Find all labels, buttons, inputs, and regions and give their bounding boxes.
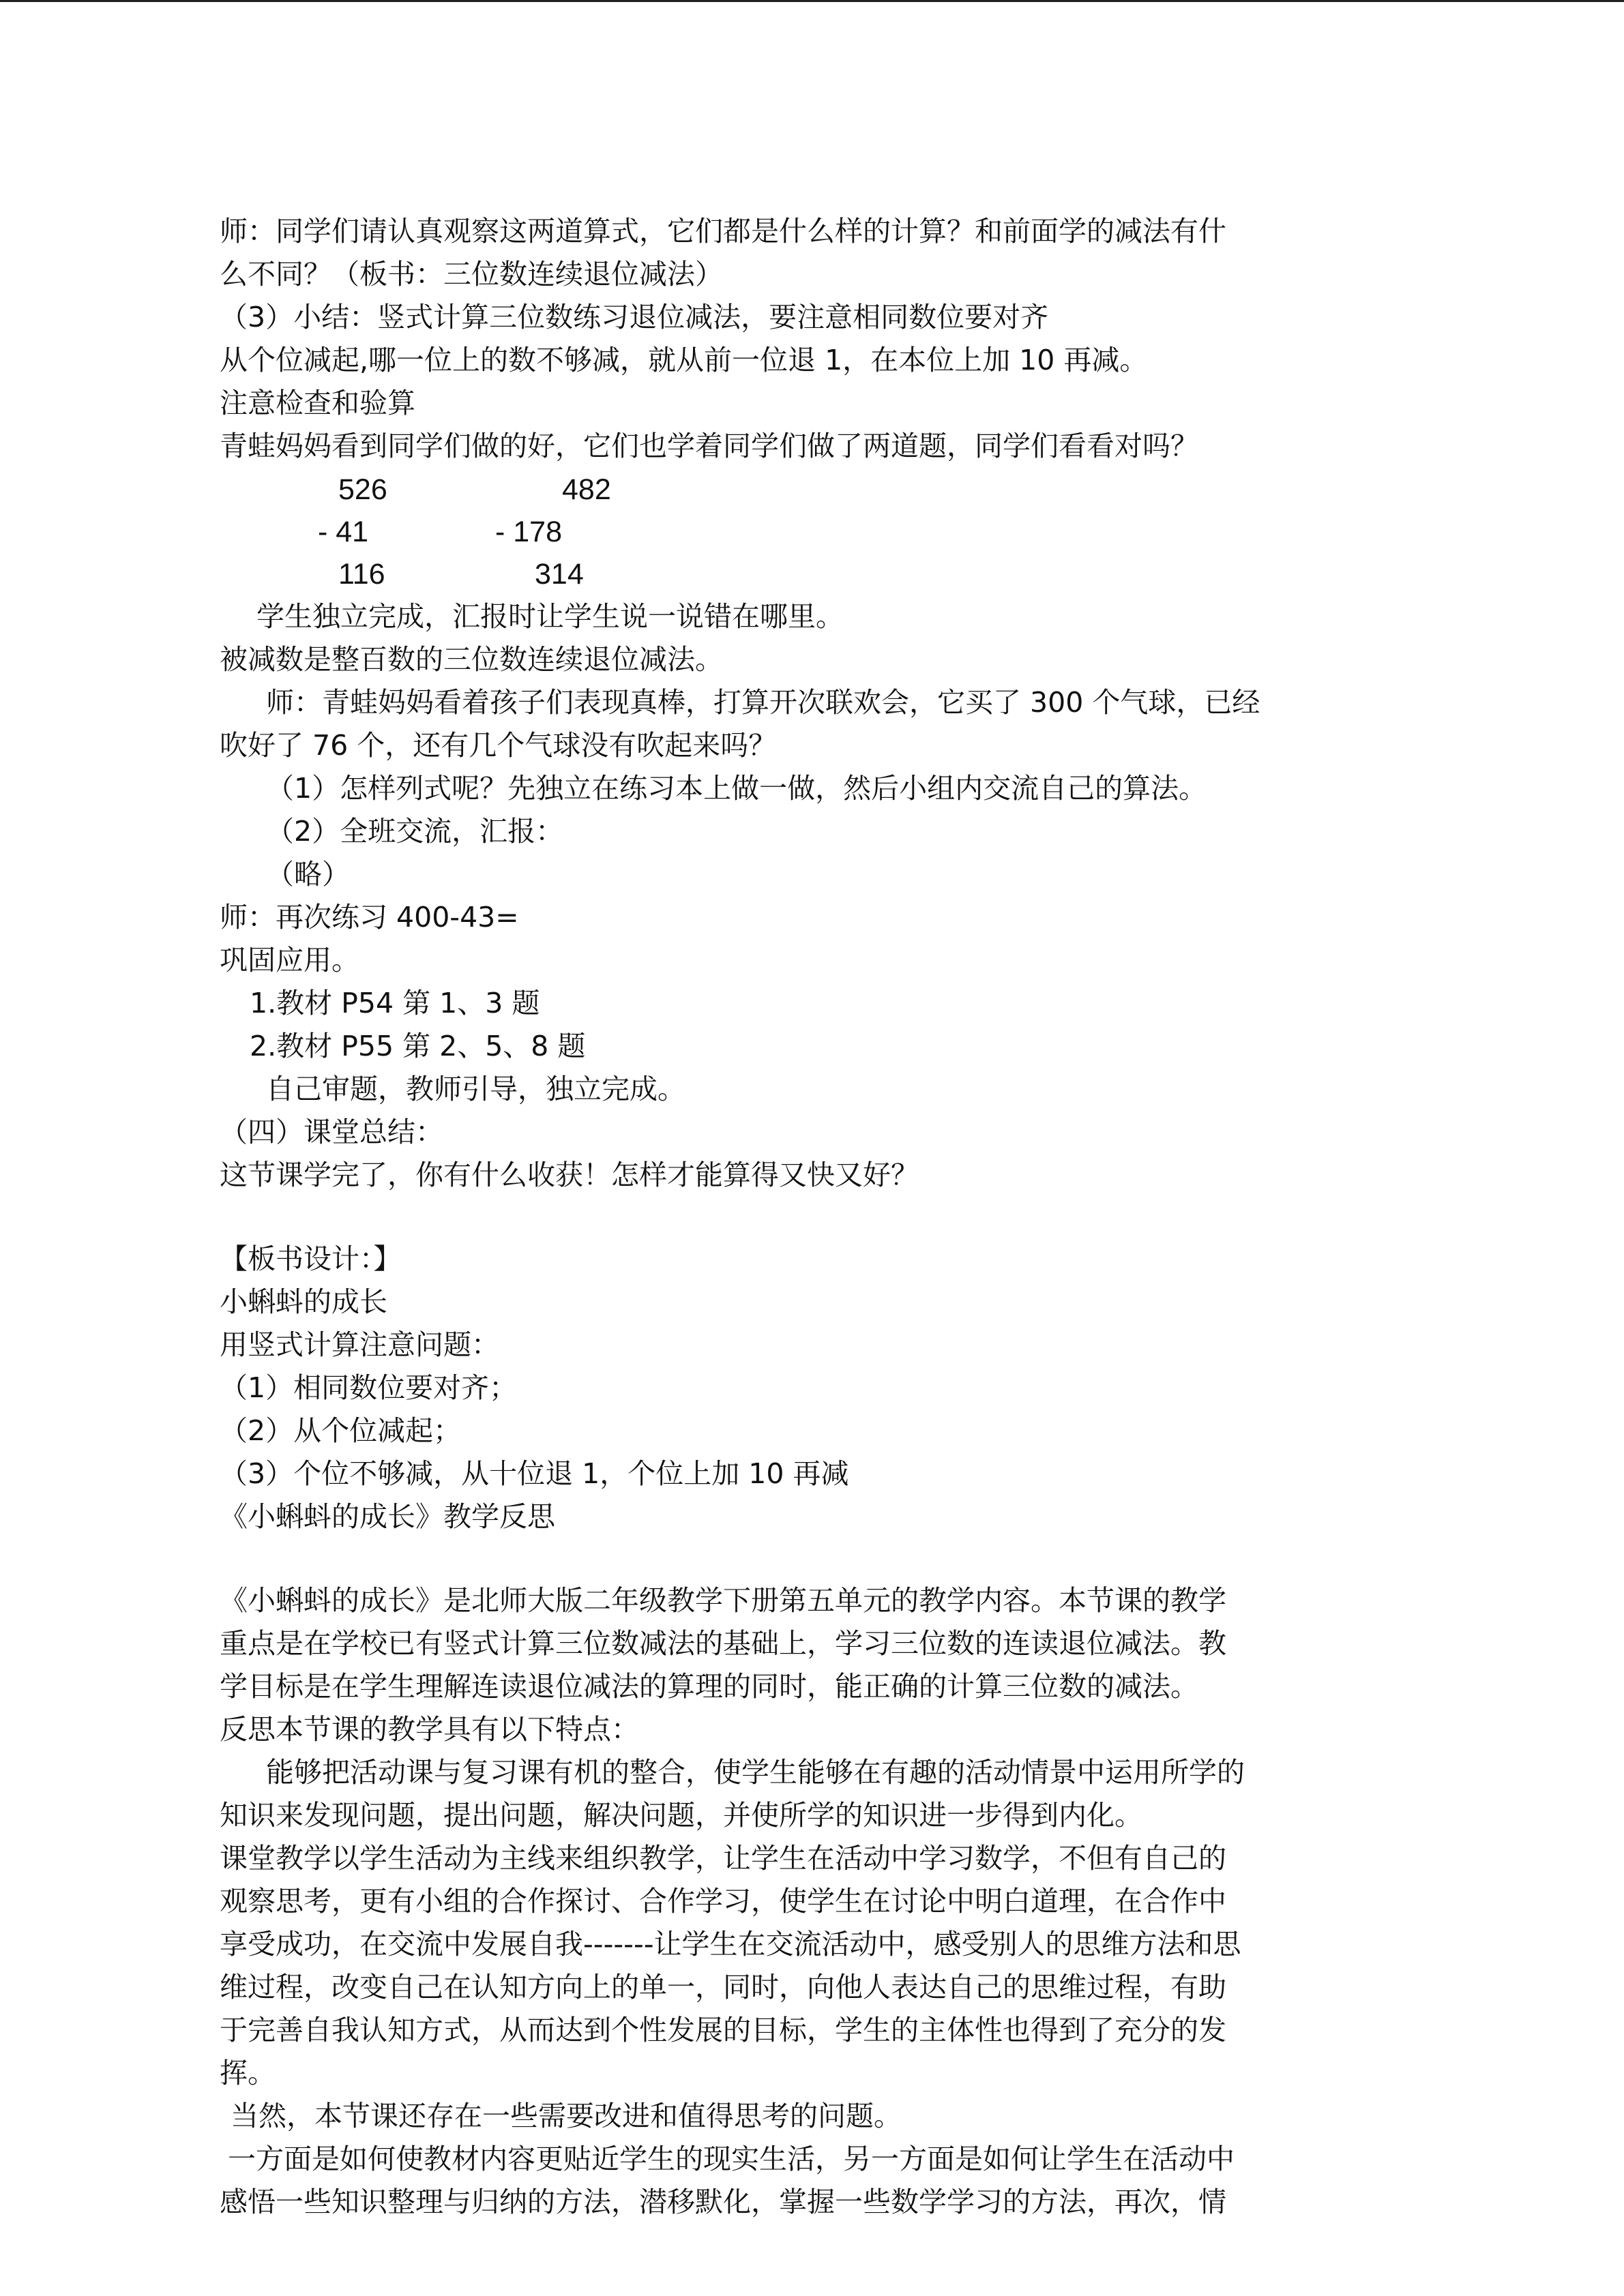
text-line: 《小蝌蚪的成长》是北师大版二年级教学下册第五单元的教学内容。本节课的教学 <box>220 1584 1226 1617</box>
text-line: （1）怎样列式呢？先独立在练习本上做一做，然后小组内交流自己的算法。 <box>266 772 1207 805</box>
page-top-border <box>0 0 1624 2</box>
text-line: 2.教材 P55 第 2、5、8 题 <box>250 1030 586 1062</box>
text-line: 师：再次练习 400-43= <box>220 901 519 934</box>
difference: 116 <box>338 558 385 591</box>
text-line: （3）个位不够减，从十位退 1，个位上加 10 再减 <box>220 1457 849 1490</box>
subtrahend: - 178 <box>495 516 563 548</box>
text-line: 注意检查和验算 <box>220 387 415 419</box>
text-line: （1）相同数位要对齐； <box>220 1371 518 1404</box>
text-line: （四）课堂总结： <box>220 1116 443 1148</box>
text-line: 挥。 <box>220 2057 276 2089</box>
text-line: 维过程，改变自己在认知方向上的单一，同时，向他人表达自己的思维过程，有助 <box>220 1971 1226 2003</box>
text-line: 师：青蛙妈妈看着孩子们表现真棒，打算开次联欢会，它买了 300 个气球，已经 <box>266 686 1260 719</box>
minuend: 526 <box>338 473 387 506</box>
minuend: 482 <box>562 473 611 506</box>
subtrahend: - 41 <box>318 516 369 548</box>
text-line: 师：同学们请认真观察这两道算式，它们都是什么样的计算？和前面学的减法有什 <box>220 215 1226 248</box>
text-line: 课堂教学以学生活动为主线来组织教学，让学生在活动中学习数学，不但有自己的 <box>220 1842 1226 1875</box>
text-line: 一方面是如何使教材内容更贴近学生的现实生活，另一方面是如何让学生在活动中 <box>228 2143 1235 2175</box>
text-line: 反思本节课的教学具有以下特点： <box>220 1713 639 1746</box>
section-heading: 【板书设计：】 <box>220 1242 402 1275</box>
text-line: 自己审题，教师引导，独立完成。 <box>266 1073 685 1105</box>
text-line: 观察思考，更有小组的合作探讨、合作学习，使学生在讨论中明白道理，在合作中 <box>220 1885 1226 1918</box>
text-line: 能够把活动课与复习课有机的整合，使学生能够在有趣的活动情景中运用所学的 <box>266 1756 1245 1789</box>
text-line: 吹好了 76 个，还有几个气球没有吹起来吗？ <box>220 729 777 762</box>
text-line: 学目标是在学生理解连读退位减法的算理的同时，能正确的计算三位数的减法。 <box>220 1670 1198 1703</box>
text-line: 1.教材 P54 第 1、3 题 <box>250 987 540 1019</box>
text-line: （2）从个位减起； <box>220 1414 462 1447</box>
text-line: 么不同？（板书：三位数连续退位减法） <box>220 258 723 290</box>
text-line: 用竖式计算注意问题： <box>220 1328 499 1361</box>
text-line: 这节课学完了，你有什么收获！怎样才能算得又快又好？ <box>220 1159 919 1191</box>
text-line: （略） <box>266 858 350 891</box>
text-line: 青蛙妈妈看到同学们做的好，它们也学着同学们做了两道题，同学们看看对吗？ <box>220 430 1198 462</box>
text-line: 被减数是整百数的三位数连续退位减法。 <box>220 643 723 676</box>
difference: 314 <box>535 558 584 591</box>
text-line: 小蝌蚪的成长 <box>220 1285 387 1318</box>
text-line: 知识来发现问题，提出问题，解决问题，并使所学的知识进一步得到内化。 <box>220 1799 1142 1832</box>
text-line: （2）全班交流，汇报： <box>266 815 564 848</box>
text-line: 于完善自我认知方式，从而达到个性发展的目标，学生的主体性也得到了充分的发 <box>220 2014 1226 2046</box>
text-line: （3）小结：竖式计算三位数练习退位减法，要注意相同数位要对齐 <box>220 301 1049 333</box>
text-line: 享受成功，在交流中发展自我-------让学生在交流活动中，感受别人的思维方法和思 <box>220 1928 1241 1960</box>
text-line: 感悟一些知识整理与归纳的方法，潜移默化，掌握一些数学学习的方法，再次，情 <box>220 2186 1226 2218</box>
text-line: 重点是在学校已有竖式计算三位数减法的基础上，学习三位数的连读退位减法。教 <box>220 1627 1226 1660</box>
text-line: 从个位减起,哪一位上的数不够减，就从前一位退 1，在本位上加 10 再减。 <box>220 344 1148 376</box>
text-line: 学生独立完成，汇报时让学生说一说错在哪里。 <box>256 600 844 633</box>
text-line: 巩固应用。 <box>220 944 359 976</box>
text-line: 当然，本节课还存在一些需要改进和值得思考的问题。 <box>231 2100 902 2132</box>
section-heading: 《小蝌蚪的成长》教学反思 <box>220 1500 555 1533</box>
